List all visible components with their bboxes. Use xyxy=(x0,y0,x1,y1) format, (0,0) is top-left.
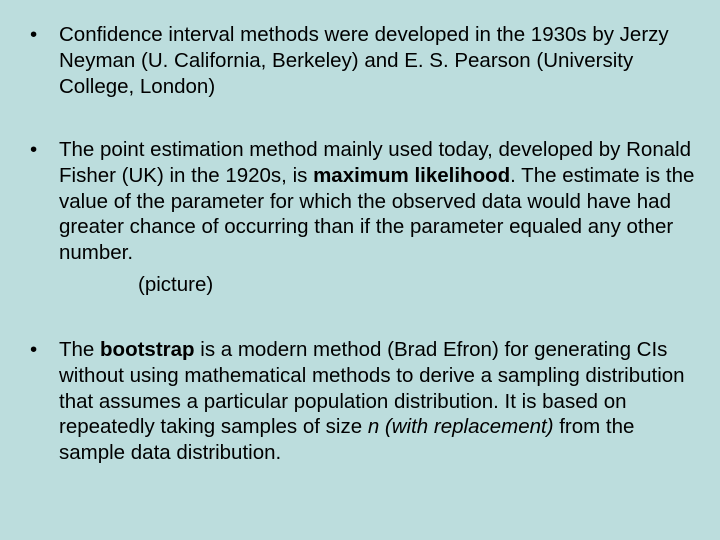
bold-term-bootstrap: bootstrap xyxy=(100,338,195,361)
italic-term-sample-size: n (with replacement) xyxy=(367,415,554,439)
bullet-marker: • xyxy=(30,138,38,161)
bullet-bootstrap xyxy=(30,337,700,466)
picture-placeholder-label: (picture) xyxy=(138,272,214,296)
text-segment: The point estimation method mainly used today, developed by Ronald Fisher (UK) in the 1920s, is xyxy=(59,138,692,187)
bullet-text xyxy=(59,337,699,466)
text-segment: The xyxy=(59,338,101,361)
bullet-marker: • xyxy=(30,23,38,46)
text-segment: is a modern method (Brad Efron) for generating CIs without using mathematical methods to derive a sampling distribution that assumes a particular population distribution. It is based on repeatedly taking samples of size xyxy=(59,338,685,439)
bold-term-maximum-likelihood: maximum likelihood xyxy=(313,163,511,187)
bullet-marker: • xyxy=(30,338,38,361)
text-segment: . The estimate is the value of the parameter for which the observed data would have had greater chance of occurring than if the parameter equaled any other number. xyxy=(59,163,695,265)
bullet-confidence-intervals xyxy=(30,22,700,99)
text-segment: from the sample data distribution. xyxy=(59,415,635,465)
bullet-text: Confidence interval methods were developed in the 1930s by Jerzy Neyman (U. California, Berkeley) and E. S. Pearson (University College, London) xyxy=(59,23,669,98)
bullet-text xyxy=(59,137,699,298)
bullet-maximum-likelihood xyxy=(30,137,700,298)
